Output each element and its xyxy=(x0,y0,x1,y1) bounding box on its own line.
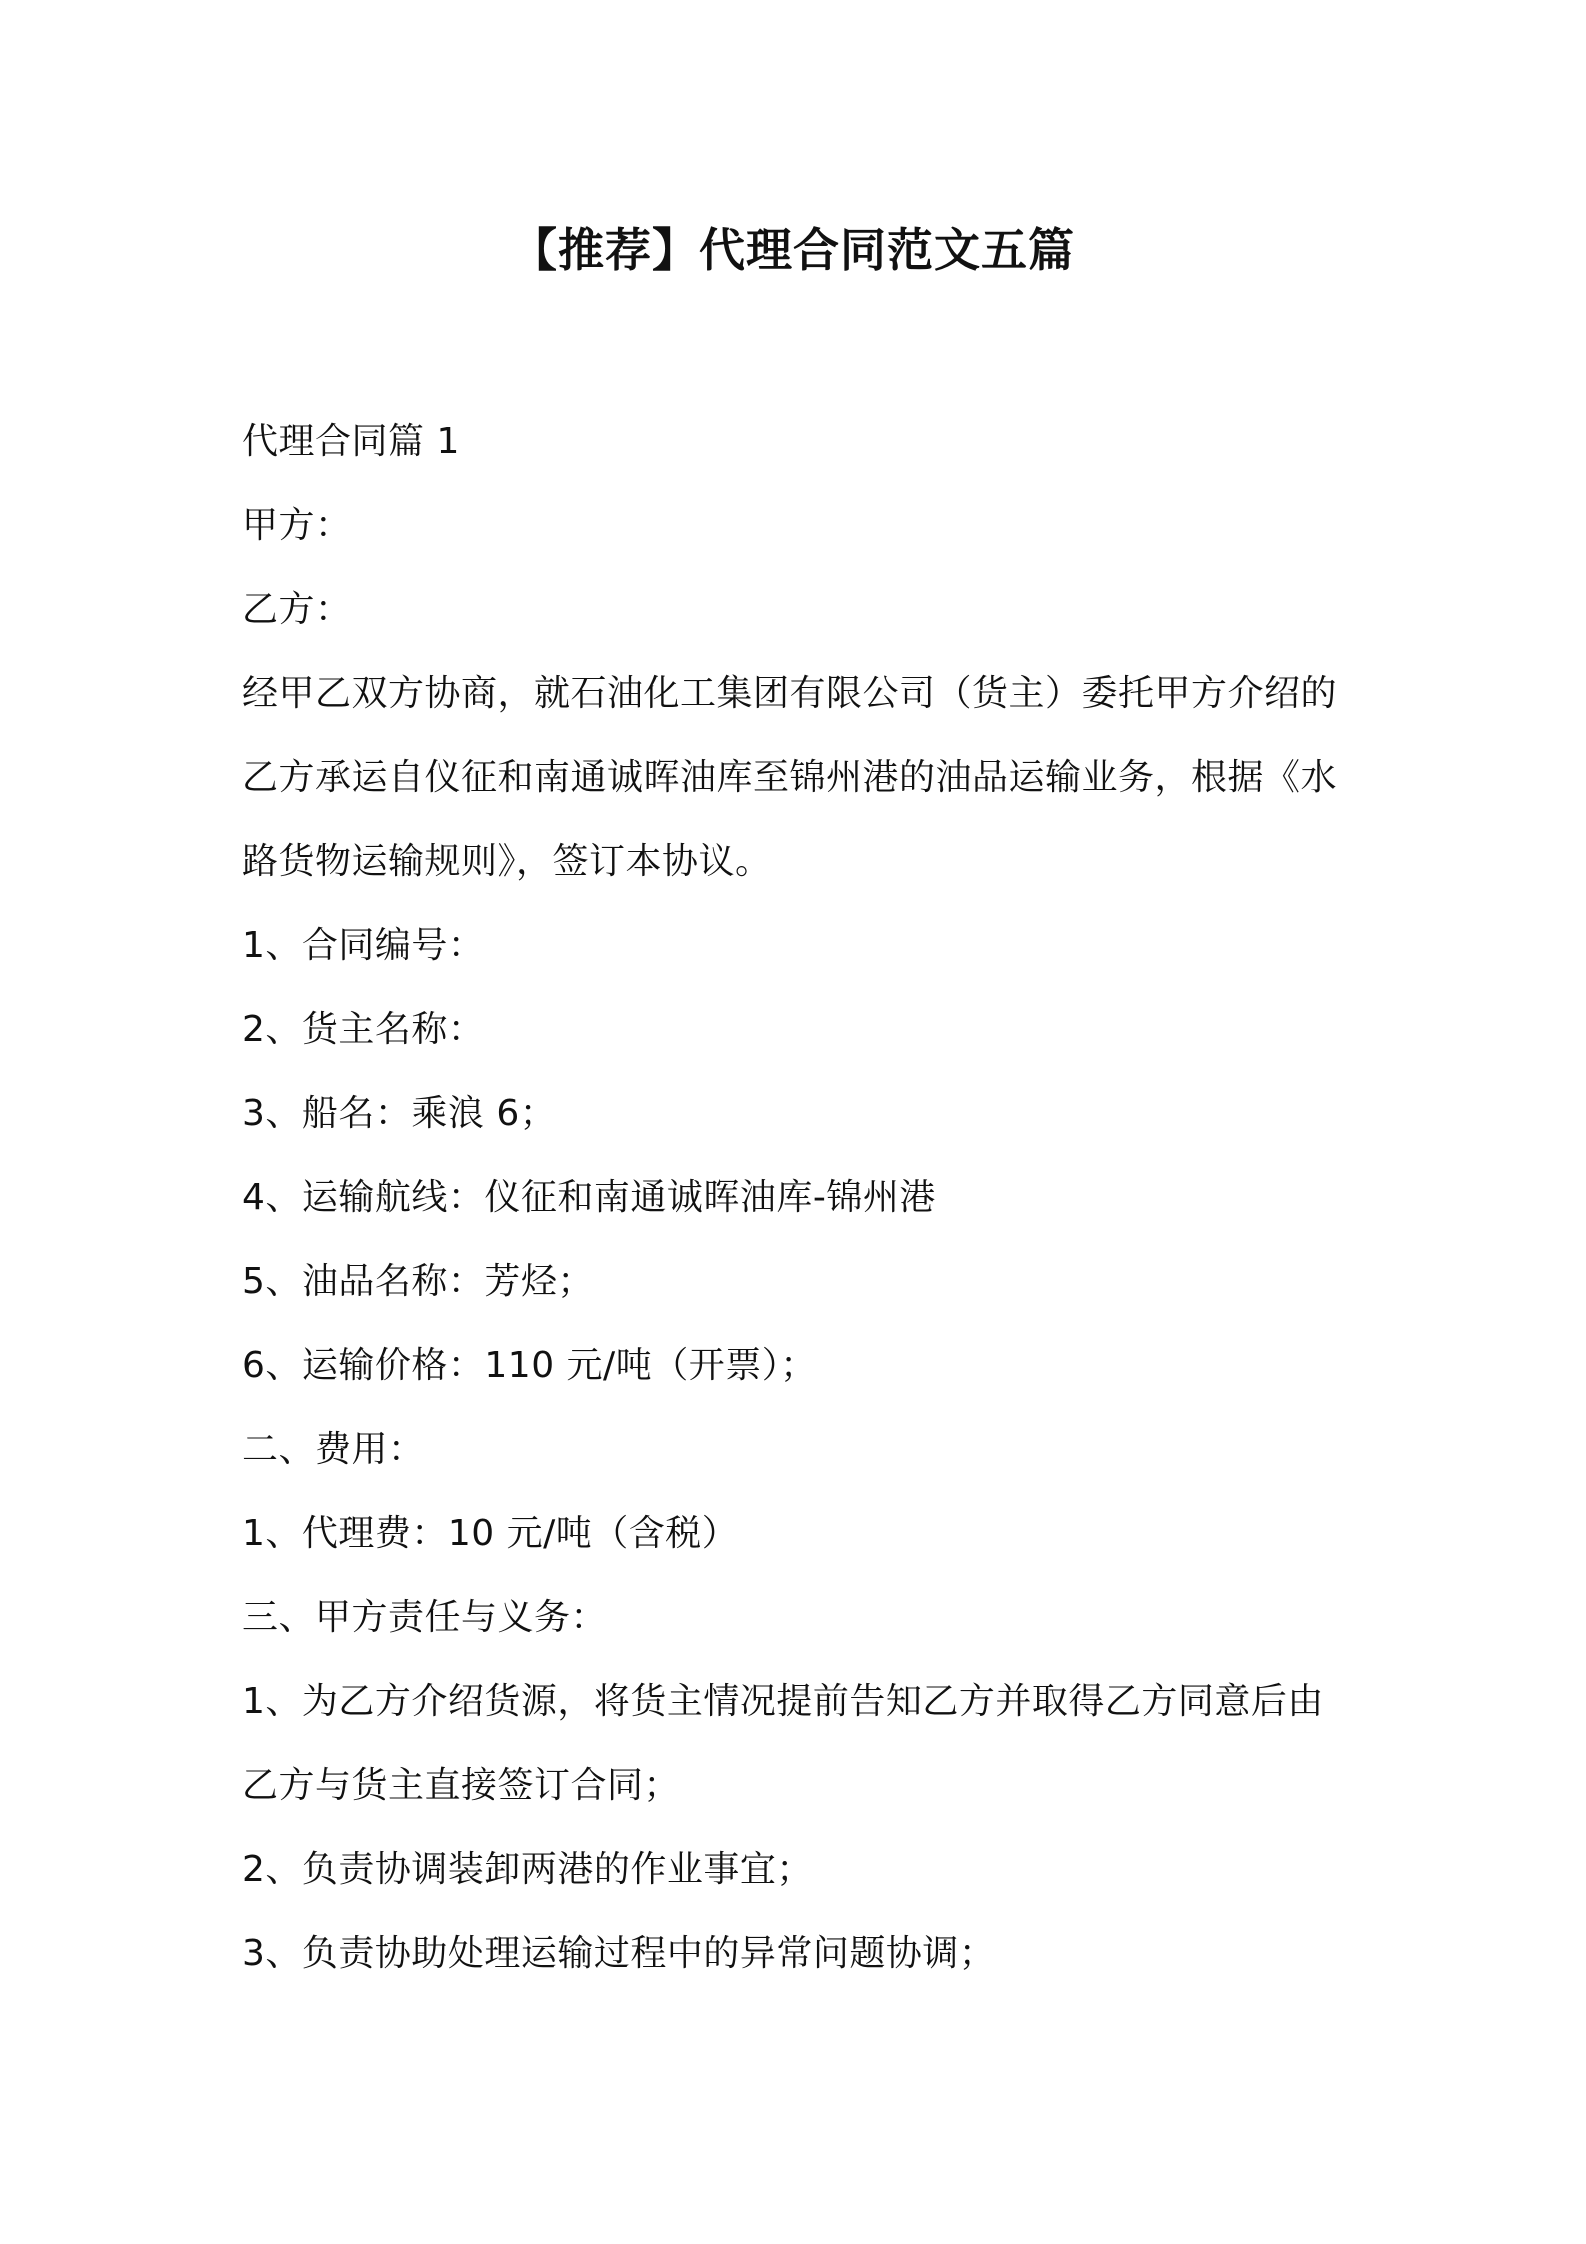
paragraph-line: 经甲乙双方协商，就石油化工集团有限公司（货主）委托甲方介绍的 xyxy=(242,673,1338,714)
list-item: 2、货主名称： xyxy=(242,1009,485,1050)
list-item: 5、油品名称：芳烃； xyxy=(242,1261,594,1302)
list-item: 1、为乙方介绍货源，将货主情况提前告知乙方并取得乙方同意后由 xyxy=(242,1681,1324,1722)
list-item: 乙方与货主直接签订合同； xyxy=(242,1765,681,1806)
section-heading: 二、费用： xyxy=(242,1429,425,1470)
list-item: 3、船名：乘浪 6； xyxy=(242,1093,557,1134)
list-item: 1、合同编号： xyxy=(242,925,485,966)
list-item: 6、运输价格：110 元/吨（开票）； xyxy=(242,1345,817,1386)
list-item: 3、负责协助处理运输过程中的异常问题协调； xyxy=(242,1933,996,1974)
party-b-line: 乙方： xyxy=(242,589,352,630)
section-heading: 三、甲方责任与义务： xyxy=(242,1597,608,1638)
list-item: 2、负责协调装卸两港的作业事宜； xyxy=(242,1849,813,1890)
document-body xyxy=(242,400,1362,1996)
paragraph-line: 乙方承运自仪征和南通诚晖油库至锦州港的油品运输业务，根据《水 xyxy=(242,757,1338,798)
paragraph-line: 路货物运输规则》，签订本协议。 xyxy=(242,841,772,882)
party-a-line: 甲方： xyxy=(242,505,352,546)
list-item: 4、运输航线：仪征和南通诚晖油库-锦州港 xyxy=(242,1177,936,1218)
document-title: 【推荐】代理合同范文五篇 xyxy=(511,223,1075,277)
section-heading: 代理合同篇 1 xyxy=(242,421,460,462)
list-item: 1、代理费：10 元/吨（含税） xyxy=(242,1513,739,1554)
